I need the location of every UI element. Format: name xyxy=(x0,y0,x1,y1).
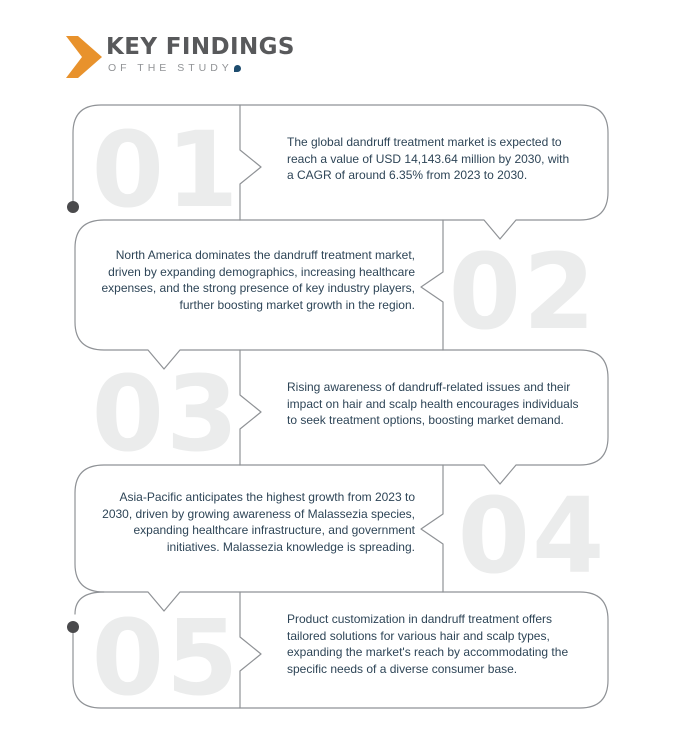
page-subtitle: OF THE STUDY xyxy=(108,62,233,74)
finding-5-text: Product customization in dandruff treatment offers tailored solutions for various hair and scalp types, expanding the market's reach by accommodating the specific needs of a diverse consumer base. xyxy=(287,612,569,676)
finding-2-number: 02 xyxy=(448,231,598,353)
page-title: KEY FINDINGS xyxy=(106,34,295,60)
navy-dot-icon xyxy=(234,65,241,72)
finding-1-text: The global dandruff treatment market is expected to reach a value of USD 14,143.64 million by 2030, with a CAGR of around 6.35% from 2023 to 2030. xyxy=(287,135,570,182)
finding-4-text: Asia-Pacific anticipates the highest growth from 2023 to 2030, driven by growing awareness of Malassezia species, expanding healthcare infrastructure, and government initiatives. Malassezia knowledge is spreading. xyxy=(102,490,415,554)
finding-4-divider-chevron xyxy=(421,465,443,592)
page-subtitle-row xyxy=(108,62,241,74)
finding-2-text: North America dominates the dandruff treatment market, driven by expanding demographics, increasing healthcare expenses, and the strong presence of key industry players, further boosting market growth in the region. xyxy=(101,248,415,312)
finding-3-number: 03 xyxy=(91,353,241,475)
finding-5-start-dot xyxy=(67,621,79,633)
finding-3-text: Rising awareness of dandruff-related issues and their impact on hair and scalp health encourages individuals to seek treatment options, boosting market demand. xyxy=(287,380,579,427)
orange-chevron-arrow-icon xyxy=(66,36,106,78)
finding-2-divider-chevron xyxy=(421,220,443,350)
finding-1-number: 01 xyxy=(91,109,241,231)
finding-1-end-dot xyxy=(67,201,79,213)
finding-4-number: 04 xyxy=(457,475,607,597)
finding-5-number: 05 xyxy=(91,597,241,719)
